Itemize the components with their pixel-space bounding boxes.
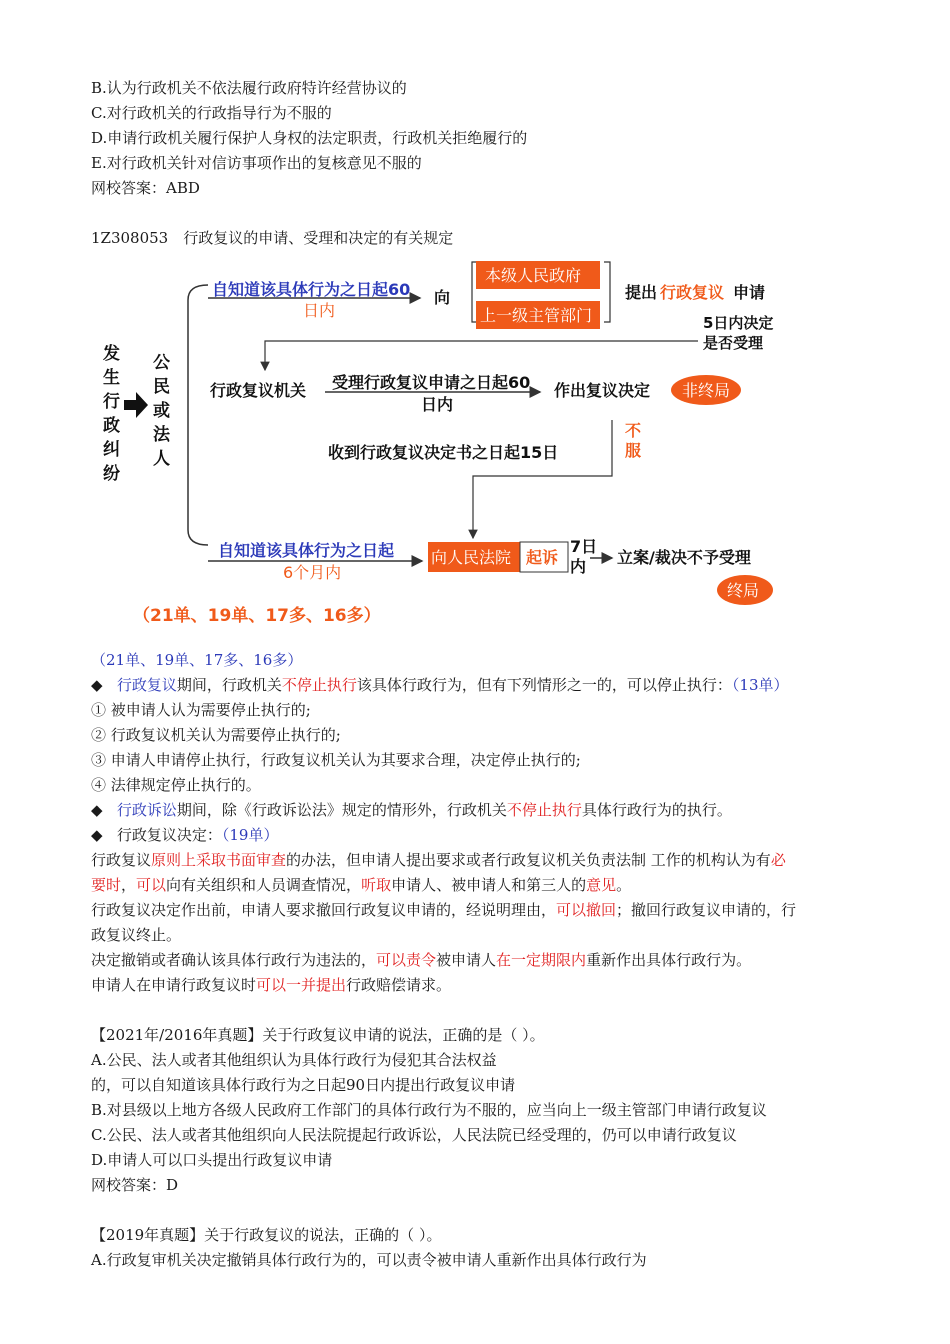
para-1-line-2: 要时，可以向有关组织和人员调查情况，听取申请人、被申请人和第三人的意见。	[91, 876, 632, 894]
apply-prefix: 提出	[625, 283, 658, 302]
flow-diagram	[0, 250, 950, 640]
q1-option: 的，可以自知道该具体行政行为之日起90日内提出行政复议申请	[91, 1076, 516, 1094]
receive-label: 收到行政复议决定书之日起15日	[328, 443, 559, 462]
thick-arrow-icon	[124, 392, 148, 418]
para-2-line-1: 行政复议决定作出前，申请人要求撤回行政复议申请的，经说明理由，可以撤回；撤回行政复议申请的，行	[91, 901, 797, 919]
option-e: E.对行政机关针对信访事项作出的复核意见不服的	[91, 154, 422, 172]
sue-box-label: 起诉	[526, 548, 559, 567]
party-char: 或	[153, 401, 170, 421]
para-3: 决定撤销或者确认该具体行政行为违法的，可以责令被申请人在一定期限内重新作出具体行政行为。	[91, 951, 752, 969]
option-b: B.认为行政机关不依法履行政府特许经营协议的	[91, 79, 407, 97]
bullet-icon: ◆	[91, 676, 103, 694]
make-decision: 作出复议决定	[554, 381, 651, 400]
bullet-icon: ◆	[91, 826, 103, 844]
accept-label: 受理行政复议申请之日起60	[332, 373, 531, 392]
top-arrow-label: 自知道该具体行为之日起60	[212, 280, 411, 299]
dispute-char: 生	[103, 368, 120, 388]
condition-2: ② 行政复议机关认为需要停止执行的;	[91, 726, 341, 744]
q1-stem: 【2021年/2016年真题】关于行政复议申请的说法，正确的是（ ）。	[91, 1026, 545, 1044]
review-org: 行政复议机关	[210, 381, 307, 400]
q1-answer: 网校答案：D	[91, 1176, 179, 1194]
bracket	[188, 285, 208, 545]
party-label	[153, 353, 171, 469]
para-4: 申请人在申请行政复议时可以一并提出行政赔偿请求。	[91, 976, 452, 994]
final-label: 终局	[727, 581, 760, 600]
bottom-arrow-label2: 6个月内	[283, 563, 342, 582]
apply-suffix: 申请	[733, 283, 766, 302]
bottom-arrow-label: 自知道该具体行为之日起	[218, 541, 395, 560]
gov-box-label: 本级人民政府	[485, 266, 582, 285]
option-c: C.对行政机关的行政指导行为不服的	[91, 104, 332, 122]
bullet-3: ◆ 行政复议决定：（19单）	[91, 826, 279, 844]
dispute-char: 行	[103, 392, 120, 412]
q1-option: A.公民、法人或者其他组织认为具体行政行为侵犯其合法权益	[91, 1051, 497, 1069]
court-box-label: 向人民法院	[431, 548, 512, 567]
to-word: 向	[434, 288, 451, 307]
party-char: 人	[153, 449, 170, 469]
option-d: D.申请行政机关履行保护人身权的法定职责，行政机关拒绝履行的	[91, 129, 528, 147]
disagree-2: 服	[625, 441, 642, 460]
exam-note-2: （21单、19单、17多、16多）	[91, 651, 303, 669]
condition-4: ④ 法律规定停止执行的。	[91, 776, 261, 794]
condition-3: ③ 申请人申请停止执行，行政复议机关认为其要求合理，决定停止执行的;	[91, 751, 581, 769]
condition-1: ① 被申请人认为需要停止执行的;	[91, 701, 311, 719]
non-final-label: 非终局	[682, 381, 731, 400]
answer-top: 网校答案：ABD	[91, 179, 200, 197]
party-char: 法	[153, 425, 170, 445]
para-1-line-1: 行政复议原则上采取书面审查的办法，但申请人提出要求或者行政复议机关负责法制 工作的机构认为有必	[91, 851, 786, 869]
accept-label2: 日内	[421, 395, 454, 414]
q2-option: A.行政复审机关决定撤销具体行政行为的，可以责令被申请人重新作出具体行政行为	[91, 1251, 647, 1269]
seven-days-1: 7日	[570, 537, 598, 556]
register: 立案/裁决不予受理	[617, 548, 751, 567]
bullet-2: ◆ 行政诉讼期间，除《行政诉讼法》规定的情形外，行政机关不停止执行具体行政行为的执行。	[91, 801, 732, 819]
five-days-1: 5日内决定	[703, 314, 774, 332]
top-arrow-label2: 日内	[303, 301, 336, 320]
dispute-char: 纷	[103, 464, 120, 484]
exam-note: （21单、19单、17多、16多）	[133, 606, 381, 626]
q1-option: B.对县级以上地方各级人民政府工作部门的具体行政行为不服的，应当向上一级主管部门申请行政复议	[91, 1101, 767, 1119]
dispute-label	[102, 343, 120, 484]
q1-option: C.公民、法人或者其他组织向人民法院提起行政诉讼，人民法院已经受理的，仍可以申请行政复议	[91, 1126, 737, 1144]
party-char: 民	[153, 377, 170, 397]
bullet-1: ◆ 行政复议期间，行政机关不停止执行该具体行政行为，但有下列情形之一的，可以停止执行：（13单）	[91, 676, 789, 694]
section-title: 1Z308053 行政复议的申请、受理和决定的有关规定	[91, 229, 454, 247]
disagree-1: 不	[625, 421, 642, 440]
five-days-2: 是否受理	[703, 334, 764, 352]
apply-highlight: 行政复议	[660, 283, 725, 302]
party-char: 公	[153, 353, 170, 373]
dept-box-label: 上一级主管部门	[480, 306, 593, 325]
dispute-char: 纠	[103, 440, 120, 460]
dispute-char: 发	[103, 344, 120, 364]
q2-stem: 【2019年真题】关于行政复议的说法，正确的（ ）。	[91, 1226, 442, 1244]
seven-days-2: 内	[570, 557, 587, 576]
para-2-line-2: 政复议终止。	[91, 926, 182, 944]
bullet-icon: ◆	[91, 801, 103, 819]
q1-option: D.申请人可以口头提出行政复议申请	[91, 1151, 333, 1169]
dispute-char: 政	[103, 416, 120, 436]
